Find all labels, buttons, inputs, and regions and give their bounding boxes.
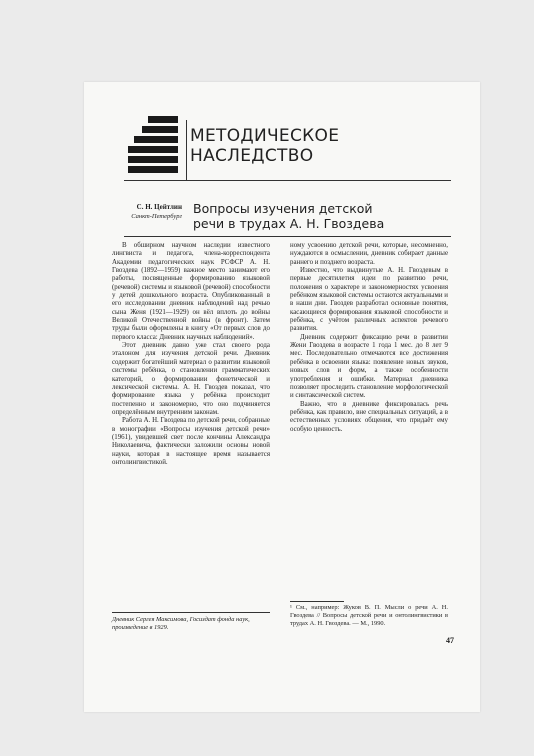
- paragraph: Важно, что в дневнике фиксировалась речь ребёнка, как правило, вне специальных ситуаций, а в естественных условиях общения, что придаёт ему особую ценность.: [290, 400, 448, 433]
- author-name: С. Н. Цейтлин: [136, 203, 182, 211]
- left-column: [112, 242, 270, 467]
- footnote-rule: [112, 612, 270, 613]
- paragraph: В обширном научном наследии известного лингвиста и педагога, члена-корреспондента Академии педагогических наук РСФСР А. Н. Гвоздева (1892—1959) важное место занимают его работы, посвященные формированию языковой (речевой) системы и языковой (речевой) способности у детей дошкольного возраста. Опубликованный в его исследовании дневник наблюдений над речью сына Женя (1921—1929) он вёл вплоть до войны Великой Отечественной войны (в фронт). Затем труды были оформлены в книгу «От первых слов до первого класса: Дневник научных наблюдений».: [112, 242, 270, 341]
- section-title: [190, 126, 339, 166]
- author-city: Санкт-Петербург: [131, 213, 182, 220]
- paragraph: ному усвоению детской речи, которые, несомненно, нуждаются в осмыслении, дневник собирает данные раннего и позднего возраста.: [290, 242, 448, 266]
- section-title-line1: МЕТОДИЧЕСКОЕ: [190, 126, 340, 146]
- logo-bar: [128, 156, 178, 163]
- paragraph: Известно, что выдвинутые А. Н. Гвоздевым в первые десятилетия идеи по развитию речи, положения о характере и закономерностях усвоения ребёнком языковой системы остаются актуальными и в наши дни. Гвоздев разработал основные понятия, касающиеся формирования языковой способности и ребёнка, с учётом различных аспектов речевого развития.: [290, 267, 448, 333]
- logo-bar: [142, 126, 178, 133]
- paragraph: Этот дневник давно уже стал своего рода эталоном для изучения детской речи. Дневник содержит богатейший материал о развитии языковой системы ребёнка, о становлении грамматических категорий, о формировании фонетической и лексической системы. А. Н. Гвоздев показал, что формирование языка у ребёнка происходит постепенно и закономерно, что оно подчиняется определённым внутренним законам.: [112, 342, 270, 416]
- left-footnote: Дневник Сергея Максимова, Госиздат фонда наук, произведение в 1929.: [112, 616, 250, 631]
- logo-bar: [134, 136, 178, 143]
- paragraph: Работа А. Н. Гвоздева по детской речи, собранные в монографии «Вопросы изучения детской речи» (1961), увидевшей свет после кончины Александра Николаевича, фактически заложили основы новой науки, которая в настоящее время называется онтолингвистикой.: [112, 417, 270, 466]
- footnote-rule: [290, 601, 344, 602]
- article-title: [193, 201, 443, 231]
- section-rule: [124, 180, 451, 181]
- article-title-line1: Вопросы изучения детской: [193, 201, 373, 216]
- section-title-line2: НАСЛЕДСТВО: [190, 146, 314, 166]
- right-footnote: ¹ См., например: Жуков В. П. Мысли о речи А. Н. Гвоздева // Вопросы детской речи и онтолингвистики в трудах А. Н. Гвоздева. — М., 1990.: [290, 604, 448, 627]
- article-title-line2: речи в трудах А. Н. Гвоздева: [193, 216, 385, 231]
- stacked-books-logo-icon: [124, 114, 182, 180]
- logo-bar: [128, 146, 178, 153]
- logo-bar: [148, 116, 178, 123]
- page-number: 47: [446, 636, 454, 645]
- article-rule: [124, 236, 451, 237]
- right-column: [290, 242, 448, 434]
- paragraph: Дневник содержит фиксацию речи в развитии Жени Гвоздева в возрасте 1 года 1 мес. до 8 лет 9 мес. Последовательно отмечаются все достижения ребёнка в освоении языка: появление новых звуков, новых слов и форм, а также особенности употребления и ошибки. Материал дневника позволяет проследить становление морфологической и синтаксической систем.: [290, 333, 448, 400]
- section-divider: [186, 120, 187, 180]
- logo-bar: [128, 166, 178, 173]
- author-block: [118, 202, 182, 222]
